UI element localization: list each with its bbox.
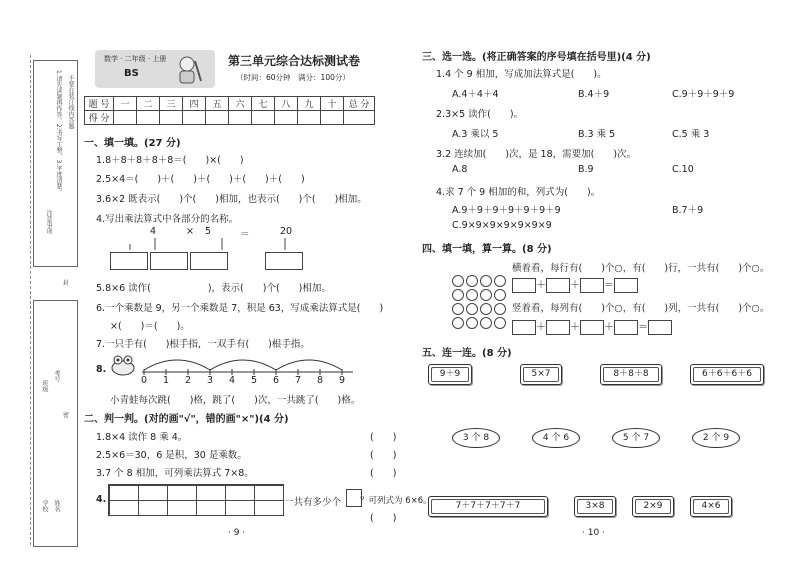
score-cell[interactable]	[229, 111, 252, 125]
choice-2-a[interactable]: A.3 乘以 5	[452, 129, 499, 140]
dot-circle	[494, 275, 506, 287]
dot-circle	[494, 317, 506, 329]
oval-3[interactable]: 5 个 7	[612, 428, 660, 448]
dot-circle	[452, 317, 464, 329]
dot-circle	[480, 275, 492, 287]
judge-3: 3.7 个 8 相加，可列乘法算式 7×8。	[96, 468, 254, 479]
score-col: 七	[252, 97, 275, 111]
dot-circle	[494, 303, 506, 315]
score-col: 九	[298, 97, 321, 111]
score-row1-label: 题 号	[85, 97, 114, 111]
section-1-title: 一、填一填。(27 分)	[84, 138, 181, 149]
score-col: 二	[137, 97, 160, 111]
q1: 1.8＋8＋8＋8＋8＝( )×( )	[96, 155, 244, 166]
judge-2-answer[interactable]: ( )	[370, 450, 397, 461]
card-top-4-label: 6＋6＋6＋6	[693, 367, 761, 382]
dot-circle	[480, 289, 492, 301]
array-col-sum[interactable]: ＋ ＋ ＋ ＝	[512, 318, 672, 335]
card-top-2[interactable]	[520, 364, 562, 385]
card-top-1-label: 9＋9	[431, 367, 469, 382]
notes-title: 注意事项	[45, 210, 52, 234]
choice-2: 2.3×5 读作( )。	[436, 109, 524, 120]
q5: 5.8×6 读作( )，表示( )个( )相加。	[96, 283, 331, 294]
oval-1[interactable]: 3 个 8	[452, 428, 500, 448]
judge-2: 2.5×6＝30，6 是积，30 是乘数。	[96, 450, 247, 461]
field-school: 学校	[41, 500, 48, 512]
q2: 2.5×4＝( )＋( )＋( )＋( )＋( )	[96, 174, 305, 185]
frog-icon	[110, 354, 136, 376]
page-number-left: · 9 ·	[228, 528, 246, 538]
q4-term-a: 4	[150, 226, 157, 237]
q7: 7.一只手有( )根手指，一双手有( )根手指。	[96, 339, 310, 350]
dot-circle	[452, 275, 464, 287]
tick-0: 0	[141, 375, 148, 386]
score-col: 六	[229, 97, 252, 111]
q8-number: 8.	[96, 364, 107, 375]
tick-4: 4	[229, 375, 236, 386]
judge-4-text: 一共有多少个	[284, 497, 342, 508]
tick-1: 1	[163, 375, 170, 386]
section-5-title: 五、连一连。(8 分)	[422, 348, 512, 359]
score-cell[interactable]	[275, 111, 298, 125]
choice-3-a[interactable]: A.8	[452, 164, 468, 175]
field-class: 班级	[41, 380, 48, 392]
q4-answer-box-c[interactable]	[190, 252, 228, 270]
choice-2-b[interactable]: B.3 乘 5	[578, 129, 616, 140]
judge-4-answer[interactable]: ( )	[370, 513, 397, 524]
score-cell[interactable]	[206, 111, 229, 125]
choice-4-b[interactable]: B.7＋9	[672, 205, 704, 216]
score-table	[84, 96, 375, 125]
choice-2-c[interactable]: C.5 乘 3	[672, 129, 710, 140]
q4-brackets	[110, 236, 310, 252]
score-cell[interactable]	[344, 111, 375, 125]
judge-4-text2: ？可列式为 6×6。	[360, 496, 432, 506]
score-col: 三	[160, 97, 183, 111]
q6-line2: ×( )＝( )。	[110, 321, 190, 332]
section-2-title: 二、判一判。(对的画"√"，错的画"×")(4 分)	[84, 414, 289, 425]
tick-8: 8	[317, 375, 324, 386]
field-name: 姓名	[53, 500, 60, 512]
choice-3-b[interactable]: B.9	[578, 164, 594, 175]
score-cell[interactable]	[183, 111, 206, 125]
tick-9: 9	[339, 375, 346, 386]
badge-line2: BS	[124, 68, 139, 79]
dot-circle	[466, 289, 478, 301]
q4-answer-box-a[interactable]	[110, 252, 148, 270]
choice-4-a[interactable]: A.9＋9＋9＋9＋9＋9＋9	[452, 205, 561, 216]
card-bottom-3-label: 2×9	[635, 499, 671, 514]
score-col: 一	[114, 97, 137, 111]
q8-text: 小青蛙每次跳( )格，跳了( )次，一共跳了( )格。	[110, 395, 361, 406]
choice-1: 1.4 个 9 相加，写成加法算式是( )。	[436, 69, 607, 80]
score-col: 总 分	[344, 97, 375, 111]
tick-7: 7	[295, 375, 302, 386]
q4-term-eq: ＝	[240, 229, 250, 240]
judge-3-answer[interactable]: ( )	[370, 468, 397, 479]
card-bottom-1[interactable]	[428, 496, 548, 517]
choice-4-c[interactable]: C.9×9×9×9×9×9×9	[452, 220, 552, 231]
tick-2: 2	[185, 375, 192, 386]
q3: 3.6×2 既表示( )个( )相加，也表示( )个( )相加。	[96, 194, 367, 205]
number-line	[138, 352, 358, 386]
score-cell[interactable]	[252, 111, 275, 125]
badge-line1: 数学 · 二年级 · 上册	[104, 55, 167, 63]
card-bottom-4[interactable]	[690, 496, 732, 517]
choice-1-c[interactable]: C.9＋9＋9＋9	[672, 89, 735, 100]
tick-5: 5	[251, 375, 258, 386]
array-col-text: 竖着看，每列有( )个○，有( )列，一共有( )个○。	[512, 303, 770, 314]
notes-text: 1.请先读题再作答。2.书写工整。3.字迹清楚。	[55, 70, 62, 196]
dot-circle	[494, 289, 506, 301]
dot-circle	[452, 289, 464, 301]
array-row-sum[interactable]: ＋ ＋ ＝	[512, 276, 638, 293]
card-bottom-4-label: 4×6	[693, 499, 729, 514]
card-top-2-label: 5×7	[523, 367, 559, 382]
score-col: 五	[206, 97, 229, 111]
dot-circle	[466, 275, 478, 287]
score-cell[interactable]	[321, 111, 344, 125]
choice-3-c[interactable]: C.10	[672, 164, 694, 175]
card-top-4[interactable]	[690, 364, 764, 385]
choice-4: 4.求 7 个 9 相加的和，列式为( )。	[436, 187, 601, 198]
card-bottom-3[interactable]	[632, 496, 674, 517]
score-col: 八	[275, 97, 298, 111]
score-cell[interactable]	[114, 111, 137, 125]
dot-circle	[452, 303, 464, 315]
score-col: 四	[183, 97, 206, 111]
section-3-title: 三、选一选。(将正确答案的序号填在括号里)(4 分)	[422, 52, 651, 63]
tick-6: 6	[273, 375, 280, 386]
card-bottom-2[interactable]	[574, 496, 616, 517]
q4-answer-box-d[interactable]	[265, 252, 303, 270]
q4-answer-box-b[interactable]	[150, 252, 188, 270]
q4: 4.写出乘法算式中各部分的名称。	[96, 214, 239, 225]
judge-1-answer[interactable]: ( )	[370, 432, 397, 443]
line-char: 密	[63, 412, 70, 419]
tick-3: 3	[207, 375, 214, 386]
dot-circle	[466, 317, 478, 329]
binding-note: 不要在装订线内答题	[67, 75, 74, 129]
seal-char: 封	[63, 280, 70, 287]
score-col: 十	[321, 97, 344, 111]
section-4-title: 四、填一填，算一算。(8 分)	[422, 244, 552, 255]
choice-3: 3.2 连续加( )次，是 18，需要加( )次。	[436, 149, 637, 160]
dot-circle	[480, 317, 492, 329]
oval-4[interactable]: 2 个 9	[692, 428, 740, 448]
q4-term-op: ×	[186, 226, 194, 237]
score-cell[interactable]	[298, 111, 321, 125]
page-number-right: · 10 ·	[582, 528, 605, 538]
mascot-icon	[175, 55, 203, 85]
score-row2-label: 得 分	[85, 111, 114, 125]
score-cell[interactable]	[160, 111, 183, 125]
oval-2[interactable]: 4 个 6	[532, 428, 580, 448]
dot-circle	[480, 303, 492, 315]
card-bottom-1-label: 7＋7＋7＋7＋7	[431, 499, 545, 514]
choice-1-a[interactable]: A.4＋4＋4	[452, 89, 499, 100]
dot-circle	[466, 303, 478, 315]
card-bottom-2-label: 3×8	[577, 499, 613, 514]
q6-line1: 6.一个乘数是 9，另一个乘数是 7，积是 63，写成乘法算式是( )	[96, 303, 384, 314]
field-id: 考号	[53, 370, 60, 382]
choice-1-b[interactable]: B.4＋9	[578, 89, 610, 100]
card-top-3-label: 8＋8＋8	[603, 367, 659, 382]
card-top-3[interactable]	[600, 364, 662, 385]
grid-squares	[108, 484, 284, 516]
judge-1: 1.8×4 读作 8 乘 4。	[96, 432, 188, 443]
score-cell[interactable]	[137, 111, 160, 125]
card-top-1[interactable]	[428, 364, 472, 385]
q4-term-b: 5	[205, 226, 212, 237]
page-title: 第三单元综合达标测试卷	[228, 54, 361, 68]
q4-term-c: 20	[280, 226, 293, 237]
page-subtitle: （时间：60分钟 满分：100分）	[236, 73, 350, 82]
array-row-text: 横着看，每行有( )个○，有( )行，一共有( )个○。	[512, 263, 770, 274]
judge-4-number: 4.	[96, 494, 107, 505]
